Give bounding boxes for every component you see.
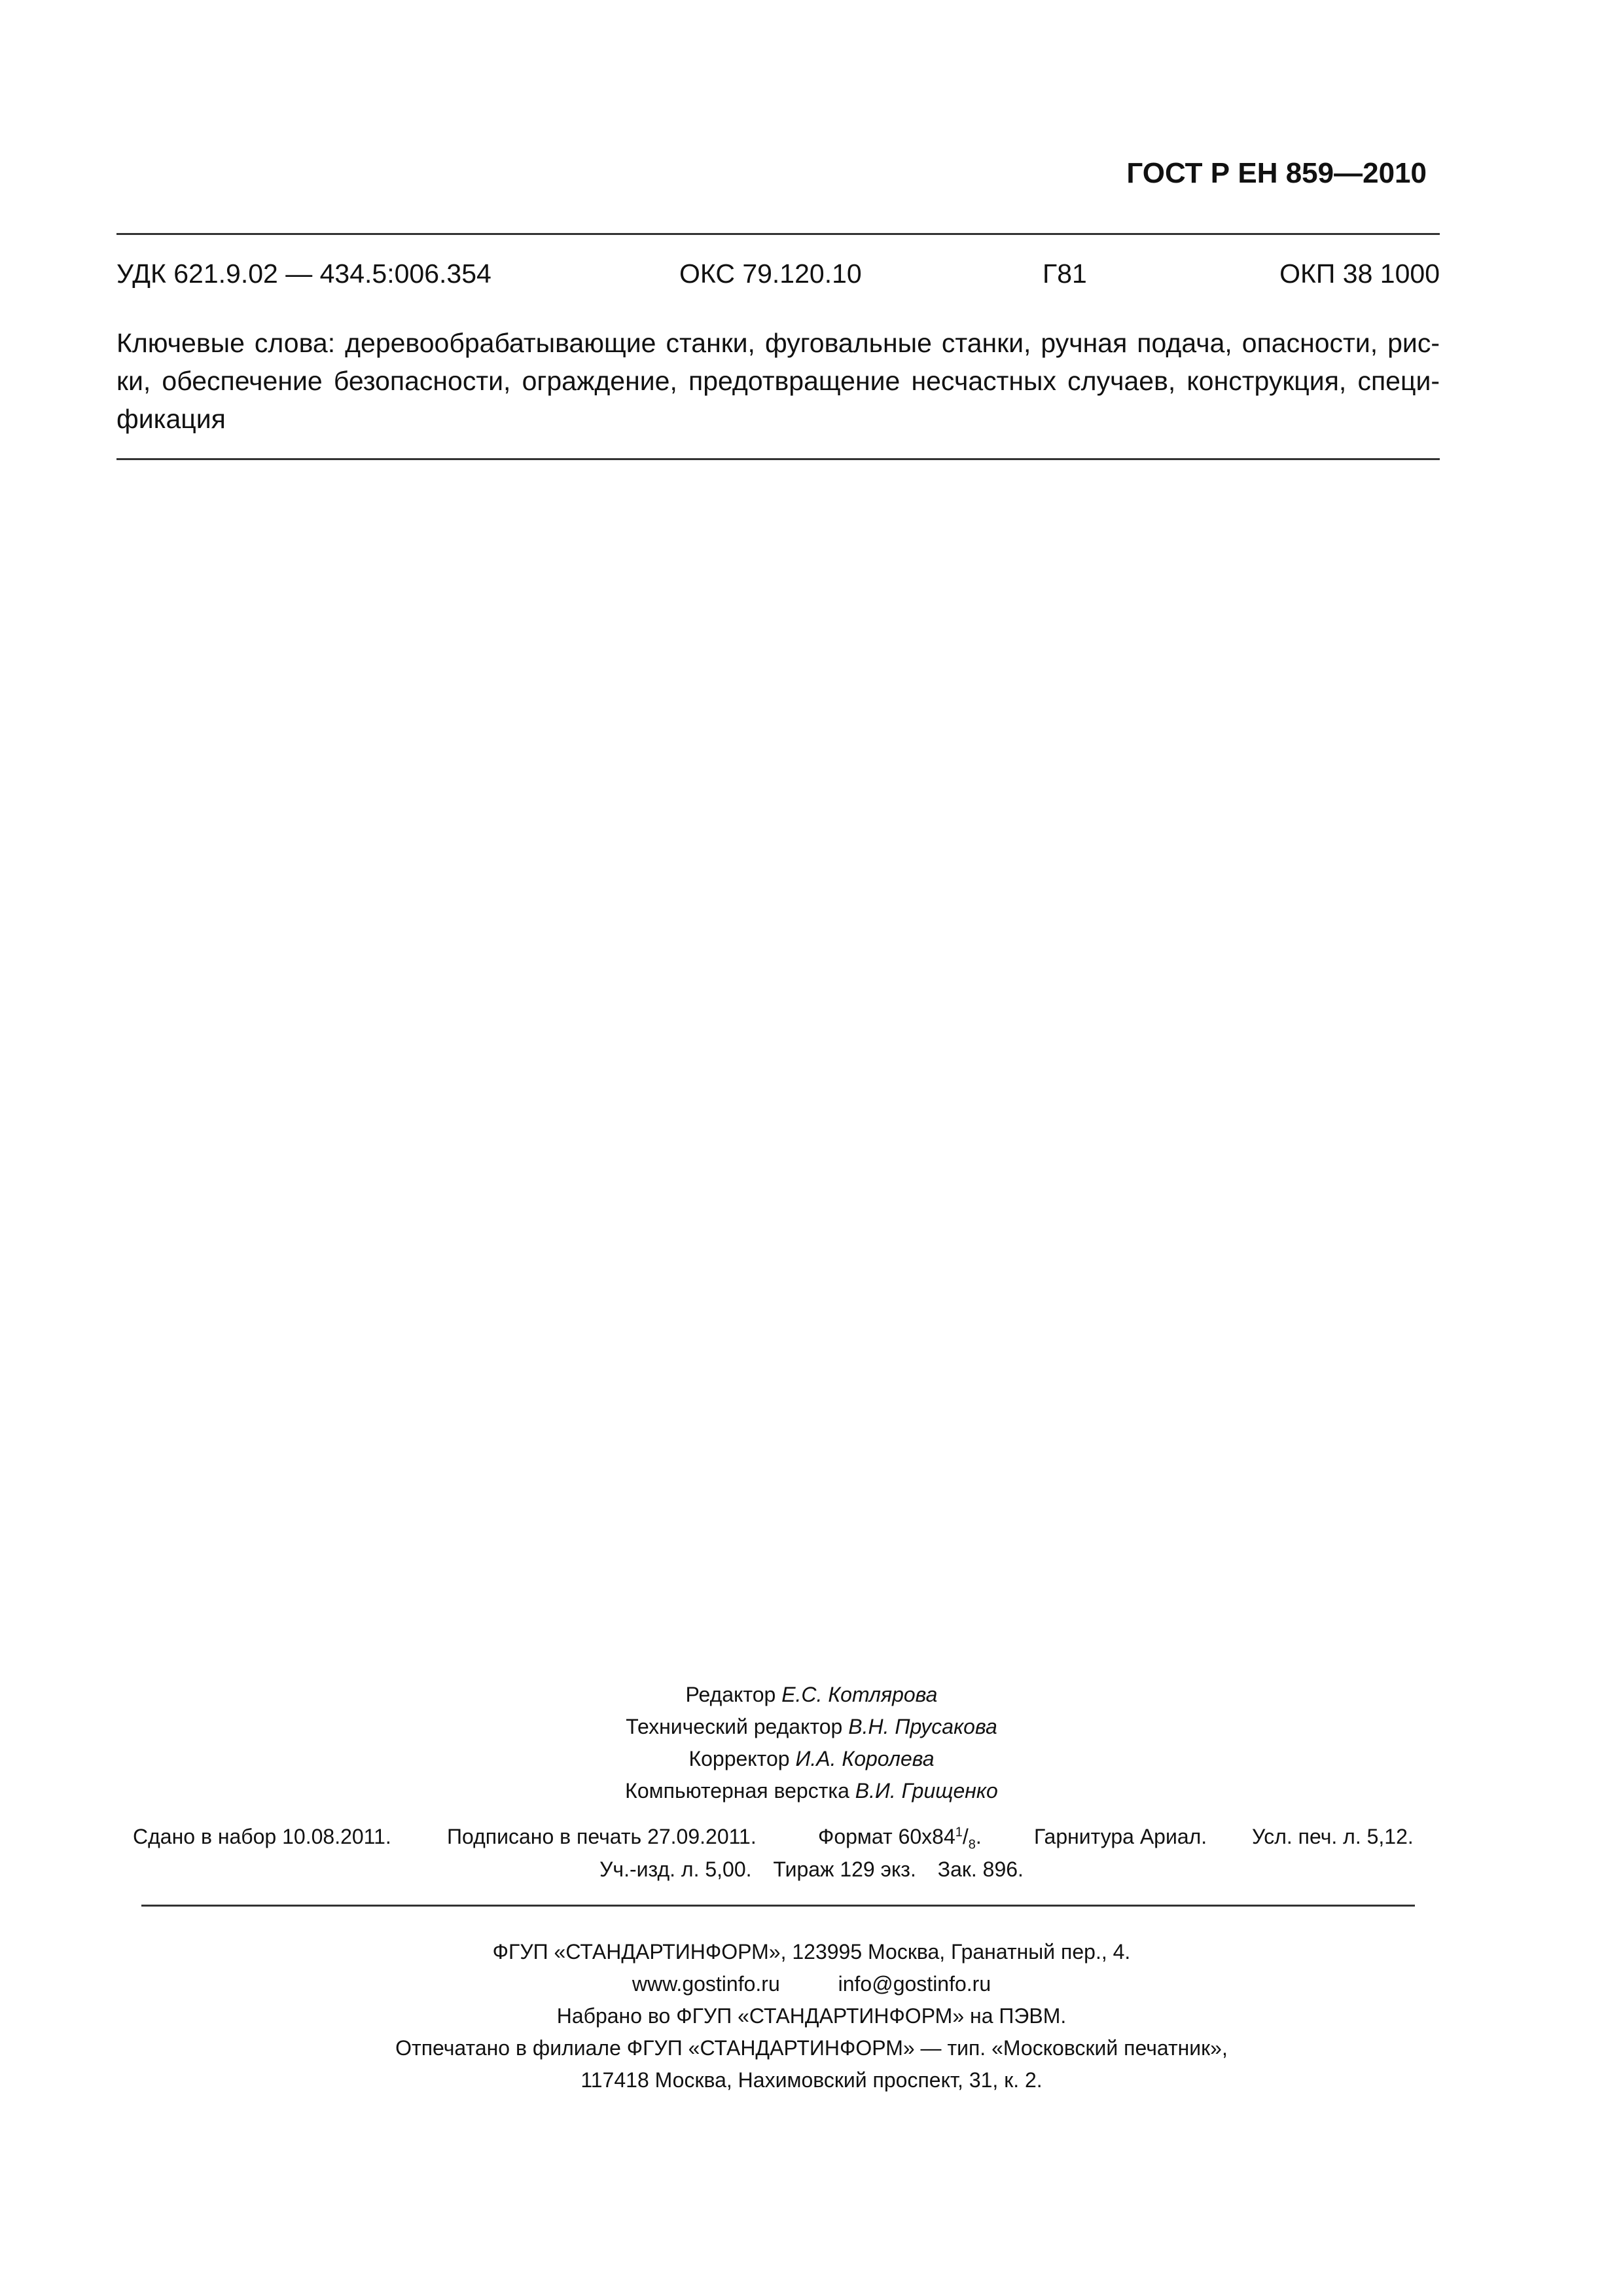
- udk-code: УДК 621.9.02 — 434.5:006.354: [116, 259, 491, 289]
- publisher-contacts: [0, 1968, 1623, 2000]
- keywords-divider: [116, 458, 1440, 460]
- imprint-signed: Подписано в печать 27.09.2011.: [447, 1825, 757, 1848]
- keywords-paragraph: Ключевые слова: деревообрабатывающие станки, фуговальные станки, ручная подача, опасности, рис-ки, обеспечение безопасности, ограждение, предотвращение несчастных случаев, конструкция, специ-фикация: [116, 328, 1440, 434]
- credit-role: Технический редактор: [626, 1715, 843, 1738]
- imprint-order: Зак. 896.: [937, 1857, 1024, 1881]
- credit-role: Корректор: [688, 1747, 790, 1770]
- printer-address: 117418 Москва, Нахимовский проспект, 31, к. 2.: [580, 2068, 1043, 2092]
- publisher-email-link[interactable]: info@gostinfo.ru: [838, 1972, 991, 1996]
- imprint-format: Формат $60х84^1/_8$.: [818, 1825, 982, 1852]
- credit-proofreader: [0, 1743, 1623, 1775]
- imprint-submitted: Сдано в набор 10.08.2011.: [133, 1825, 391, 1848]
- credit-name: И.А. Королева: [795, 1747, 935, 1770]
- format-prefix: Формат 60х84: [818, 1825, 955, 1848]
- format-suffix: .: [975, 1825, 982, 1848]
- oks-code: ОКС 79.120.10: [679, 259, 862, 289]
- credit-layout: [0, 1775, 1623, 1807]
- printing-note: Отпечатано в филиале ФГУП «СТАНДАРТИНФОРМ» — тип. «Московский печатник»,: [395, 2036, 1228, 2060]
- okp-code: ОКП 38 1000: [1279, 259, 1440, 289]
- imprint-typeface: Гарнитура Ариал.: [1034, 1825, 1207, 1848]
- typesetting-note: Набрано во ФГУП «СТАНДАРТИНФОРМ» на ПЭВМ.: [556, 2004, 1067, 2028]
- imprint-second-line: [0, 1857, 1623, 1882]
- credit-tech-editor: [0, 1711, 1623, 1743]
- credit-name: В.И. Грищенко: [855, 1779, 998, 1803]
- imprint-print-sheets: Усл. печ. л. 5,12.: [1252, 1825, 1414, 1848]
- publisher-block: [0, 1936, 1623, 2096]
- imprint-pub-sheets: Уч.-изд. л. 5,00.: [599, 1857, 752, 1881]
- imprint-run: Тираж 129 экз.: [773, 1857, 916, 1881]
- format-numerator: 1: [955, 1825, 963, 1840]
- standard-designation: ГОСТ Р ЕН 859—2010: [1126, 157, 1427, 189]
- format-denominator: 8: [968, 1837, 976, 1852]
- imprint-divider: [141, 1905, 1415, 1907]
- credit-name: Е.С. Котлярова: [781, 1683, 938, 1706]
- credit-role: Компьютерная верстка: [625, 1779, 849, 1803]
- publisher-website-link[interactable]: www.gostinfo.ru: [632, 1972, 780, 1996]
- credits-block: [0, 1679, 1623, 1807]
- publisher-address: ФГУП «СТАНДАРТИНФОРМ», 123995 Москва, Гранатный пер., 4.: [492, 1940, 1131, 1964]
- credit-editor: [0, 1679, 1623, 1711]
- top-divider: [116, 233, 1440, 235]
- credit-name: В.Н. Прусакова: [848, 1715, 997, 1738]
- credit-role: Редактор: [685, 1683, 776, 1706]
- group-code: Г81: [1043, 259, 1087, 289]
